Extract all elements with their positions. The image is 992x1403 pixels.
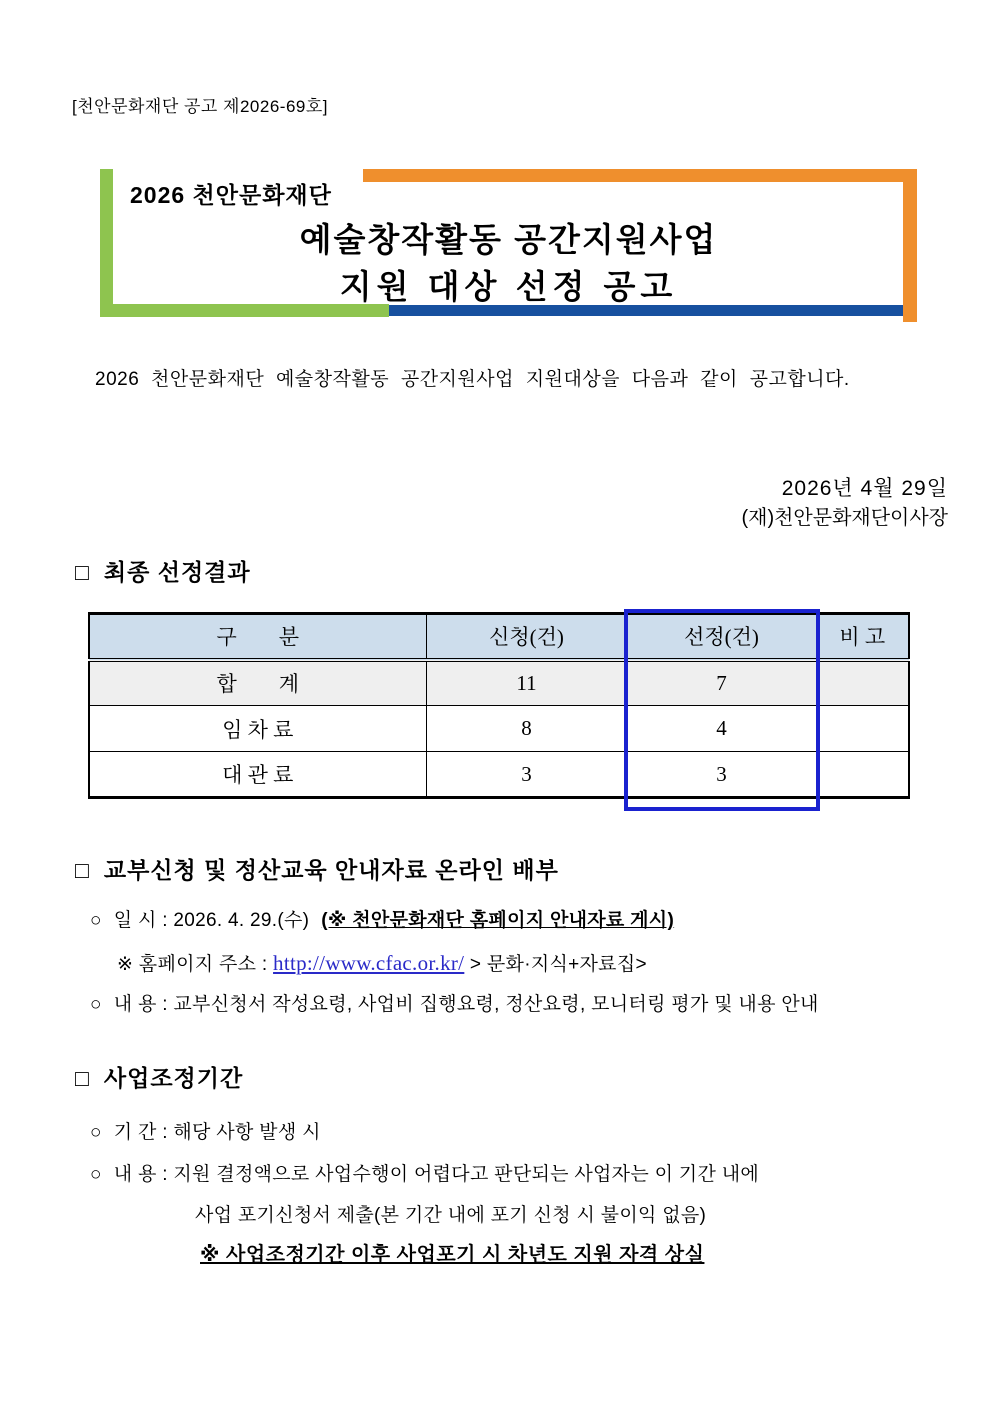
cell-note bbox=[816, 706, 909, 752]
banner-title-line1: 예술창작활동 공간지원사업 bbox=[299, 221, 718, 258]
adjustment-period-line bbox=[90, 1118, 992, 1148]
cell-category: 합 계 bbox=[89, 660, 426, 706]
schedule-text: 일 시 : 2026. 4. 29.(수) bbox=[113, 910, 310, 931]
homepage-path: > 문화·지식+자료집> bbox=[464, 954, 647, 975]
selection-result-table-wrap bbox=[88, 612, 908, 799]
adjustment-content-continuation: 사업 포기신청서 제출(본 기간 내에 포기 신청 시 불이익 없음) bbox=[195, 1205, 707, 1226]
schedule-note: (※ 천안문화재단 홈페이지 안내자료 게시) bbox=[321, 910, 675, 931]
selection-result-table bbox=[88, 612, 910, 799]
table-row-venue bbox=[89, 752, 909, 798]
banner-title-line2: 지원 대상 선정 공고 bbox=[339, 268, 678, 305]
cell-selected: 3 bbox=[627, 752, 816, 798]
header-applied: 신청(건) bbox=[426, 614, 627, 660]
issuance-date: 2026년 4월 29일 bbox=[781, 477, 948, 500]
cell-category: 대 관 료 bbox=[89, 752, 426, 798]
adjustment-content-text: 내 용 : 지원 결정액으로 사업수행이 어렵다고 판단되는 사업자는 이 기간 내에 bbox=[113, 1164, 760, 1185]
banner-subtitle: 2026 천안문화재단 bbox=[130, 182, 332, 208]
cell-applied: 11 bbox=[426, 660, 627, 706]
homepage-line bbox=[117, 948, 992, 980]
notice-number: [천안문화재단 공고 제2026-69호] bbox=[72, 97, 329, 116]
circle-bullet-icon: ○ bbox=[90, 1164, 102, 1185]
square-bullet-icon: □ bbox=[75, 857, 90, 883]
header-note: 비 고 bbox=[816, 614, 909, 660]
section-title-text: 사업조정기간 bbox=[103, 1065, 244, 1091]
section-heading-adjustment bbox=[75, 1062, 992, 1094]
intro-paragraph: 2026 천안문화재단 예술창작활동 공간지원사업 지원대상을 다음과 같이 공고합니다. bbox=[95, 369, 850, 390]
circle-bullet-icon: ○ bbox=[90, 910, 102, 931]
homepage-label: ※ 홈페이지 주소 : bbox=[117, 954, 274, 975]
cell-note bbox=[816, 660, 909, 706]
adjustment-content-line bbox=[90, 1160, 992, 1190]
issuer-name: (재)천안문화재단이사장 bbox=[741, 507, 948, 529]
table-row-rent bbox=[89, 706, 909, 752]
section-title-text: 교부신청 및 정산교육 안내자료 온라인 배부 bbox=[103, 857, 559, 883]
square-bullet-icon: □ bbox=[75, 1065, 90, 1091]
issuance-block bbox=[0, 474, 992, 532]
section-heading-distribution bbox=[75, 854, 992, 886]
schedule-line bbox=[90, 906, 992, 936]
circle-bullet-icon: ○ bbox=[90, 994, 102, 1015]
header-category: 구 분 bbox=[89, 614, 426, 660]
section-heading-final-results bbox=[75, 556, 992, 588]
circle-bullet-icon: ○ bbox=[90, 1122, 102, 1143]
adjustment-period-text: 기 간 : 해당 사항 발생 시 bbox=[113, 1122, 321, 1143]
cell-note bbox=[816, 752, 909, 798]
cell-selected: 7 bbox=[627, 660, 816, 706]
table-header-row bbox=[89, 614, 909, 660]
header-selected: 선정(건) bbox=[627, 614, 816, 660]
square-bullet-icon: □ bbox=[75, 559, 90, 585]
cell-applied: 3 bbox=[426, 752, 627, 798]
section-title-text: 최종 선정결과 bbox=[103, 559, 251, 585]
banner-top-orange-bar bbox=[363, 169, 917, 182]
cell-selected: 4 bbox=[627, 706, 816, 752]
distribution-content-text: 내 용 : 교부신청서 작성요령, 사업비 집행요령, 정산요령, 모니터링 평가 및 내용 안내 bbox=[113, 994, 819, 1015]
distribution-content-line bbox=[90, 990, 992, 1020]
cell-category: 임 차 료 bbox=[89, 706, 426, 752]
title-banner bbox=[100, 169, 917, 317]
cell-applied: 8 bbox=[426, 706, 627, 752]
homepage-url-link[interactable]: http://www.cfac.or.kr/ bbox=[273, 951, 465, 975]
adjustment-warning-line: ※ 사업조정기간 이후 사업포기 시 차년도 지원 자격 상실 bbox=[200, 1244, 705, 1266]
table-row-total bbox=[89, 660, 909, 706]
